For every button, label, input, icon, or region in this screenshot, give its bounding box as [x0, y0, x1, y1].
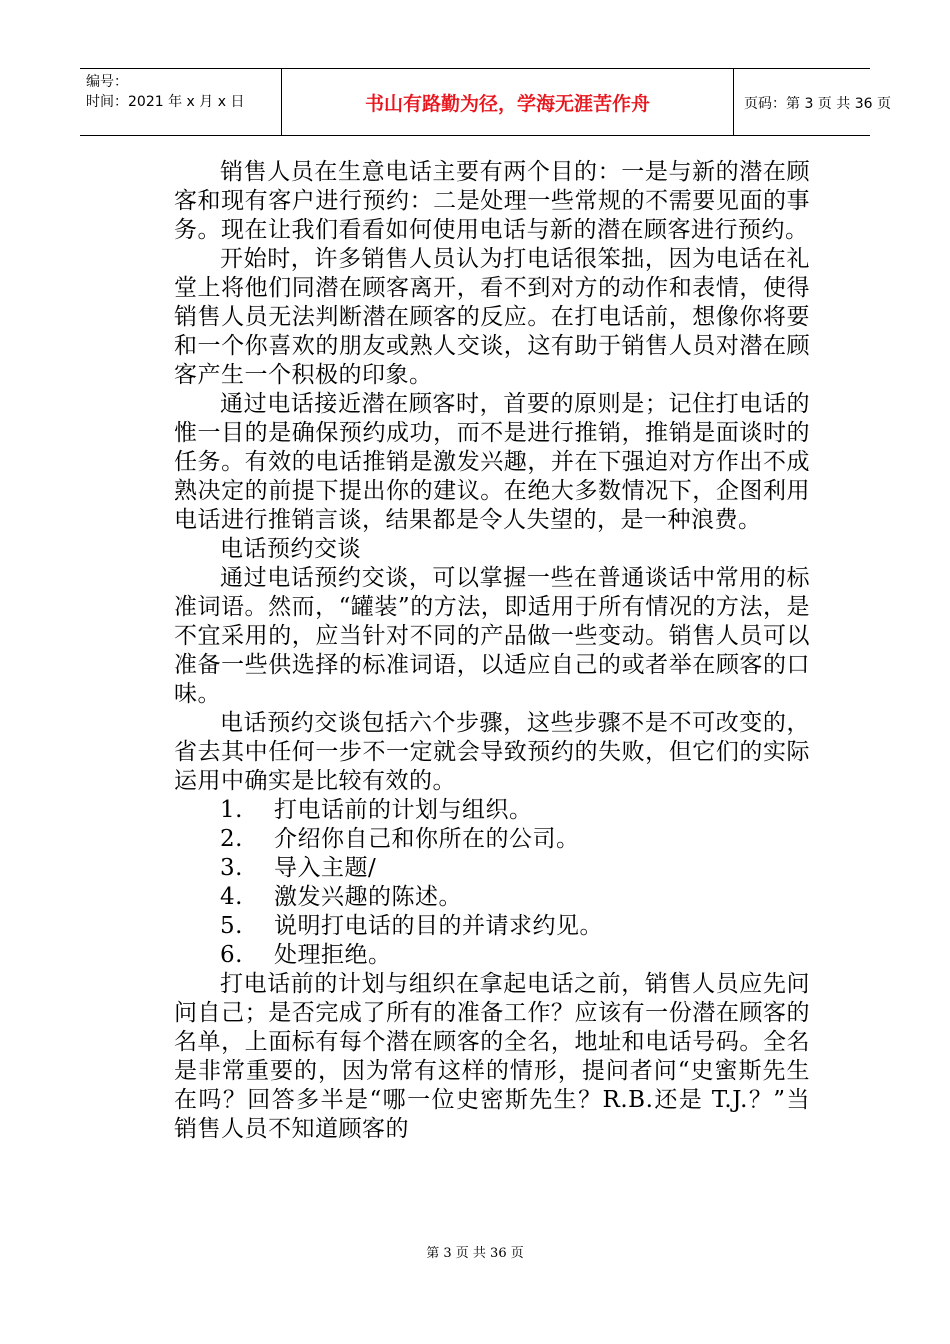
list-item-number: 3. — [220, 855, 243, 881]
list-item-text: 激发兴趣的陈述。 — [274, 884, 462, 910]
list-item — [174, 796, 810, 825]
list-item — [174, 825, 810, 854]
list-item-text: 介绍你自己和你所在的公司。 — [274, 826, 580, 852]
list-item-text: 说明打电话的目的并请求约见。 — [274, 913, 603, 939]
list-item-number: 5. — [220, 913, 243, 939]
document-date-label: 时间：2021 年 x 月 x 日 — [86, 94, 245, 110]
header-page-code: 页码：第 3 页 共 36 页 — [744, 96, 891, 112]
list-item-text: 打电话前的计划与组织。 — [274, 797, 533, 823]
paragraph: 通过电话预约交谈，可以掌握一些在普通谈话中常用的标准词语。然而，“罐装”的方法，即适用于所有情况的方法，是不宜采用的，应当针对不同的产品做一些变动。销售人员可以准备一些供选择的标准词语，以适应自己的或者举在顾客的口味。 — [174, 565, 810, 707]
document-number-label: 编号： — [86, 74, 128, 90]
list-item-text: 处理拒绝。 — [274, 942, 392, 968]
paragraph: 电话预约交谈包括六个步骤，这些步骤不是不可改变的，省去其中任何一步不一定就会导致预约的失败，但它们的实际运用中确实是比较有效的。 — [174, 710, 810, 794]
paragraph: 打电话前的计划与组织在拿起电话之前，销售人员应先问问自己；是否完成了所有的准备工作？应该有一份潜在顾客的名单，上面标有每个潜在顾客的全名，地址和电话号码。全名是非常重要的，因为常有这样的情形，提问者问“史蜜斯先生在吗？回答多半是“哪一位史密斯先生？R.B.还是 T.J.？”当销售人员不知道顾客的 — [174, 971, 810, 1142]
paragraph: 销售人员在生意电话主要有两个目的：一是与新的潜在顾客和现有客户进行预约：二是处理一些常规的不需要见面的事务。现在让我们看看如何使用电话与新的潜在顾客进行预约。 — [174, 159, 810, 243]
list-item-number: 6. — [220, 942, 243, 968]
document-body — [174, 158, 810, 1144]
paragraph: 通过电话接近潜在顾客时，首要的原则是；记住打电话的惟一目的是确保预约成功，而不是进行推销，推销是面谈时的任务。有效的电话推销是激发兴趣，并在下强迫对方作出不成熟决定的前提下提出你的建议。在绝大多数情况下，企图利用电话进行推销言谈，结果都是令人失望的，是一种浪费。 — [174, 391, 810, 533]
page-header — [80, 68, 891, 136]
header-info-cell — [80, 69, 282, 135]
header-motto-cell — [282, 69, 734, 135]
section-heading: 电话预约交谈 — [220, 536, 361, 562]
list-item-text: 导入主题/ — [274, 855, 377, 881]
list-item-number: 2. — [220, 826, 243, 852]
list-item — [174, 883, 810, 912]
list-item — [174, 854, 810, 883]
list-item — [174, 941, 810, 970]
list-item-number: 1. — [220, 797, 243, 823]
list-item-number: 4. — [220, 884, 243, 910]
header-motto: 书山有路勤为径，学海无涯苦作舟 — [364, 93, 650, 115]
paragraph: 开始时，许多销售人员认为打电话很笨拙，因为电话在礼堂上将他们同潜在顾客离开，看不到对方的动作和表情，使得销售人员无法判断潜在顾客的反应。在打电话前，想像你将要和一个你喜欢的朋友或熟人交谈，这有助于销售人员对潜在顾客产生一个积极的印象。 — [174, 246, 810, 388]
page-footer: 第 3 页 共 36 页 — [426, 1246, 524, 1261]
list-item — [174, 912, 810, 941]
header-page-cell — [734, 69, 891, 135]
